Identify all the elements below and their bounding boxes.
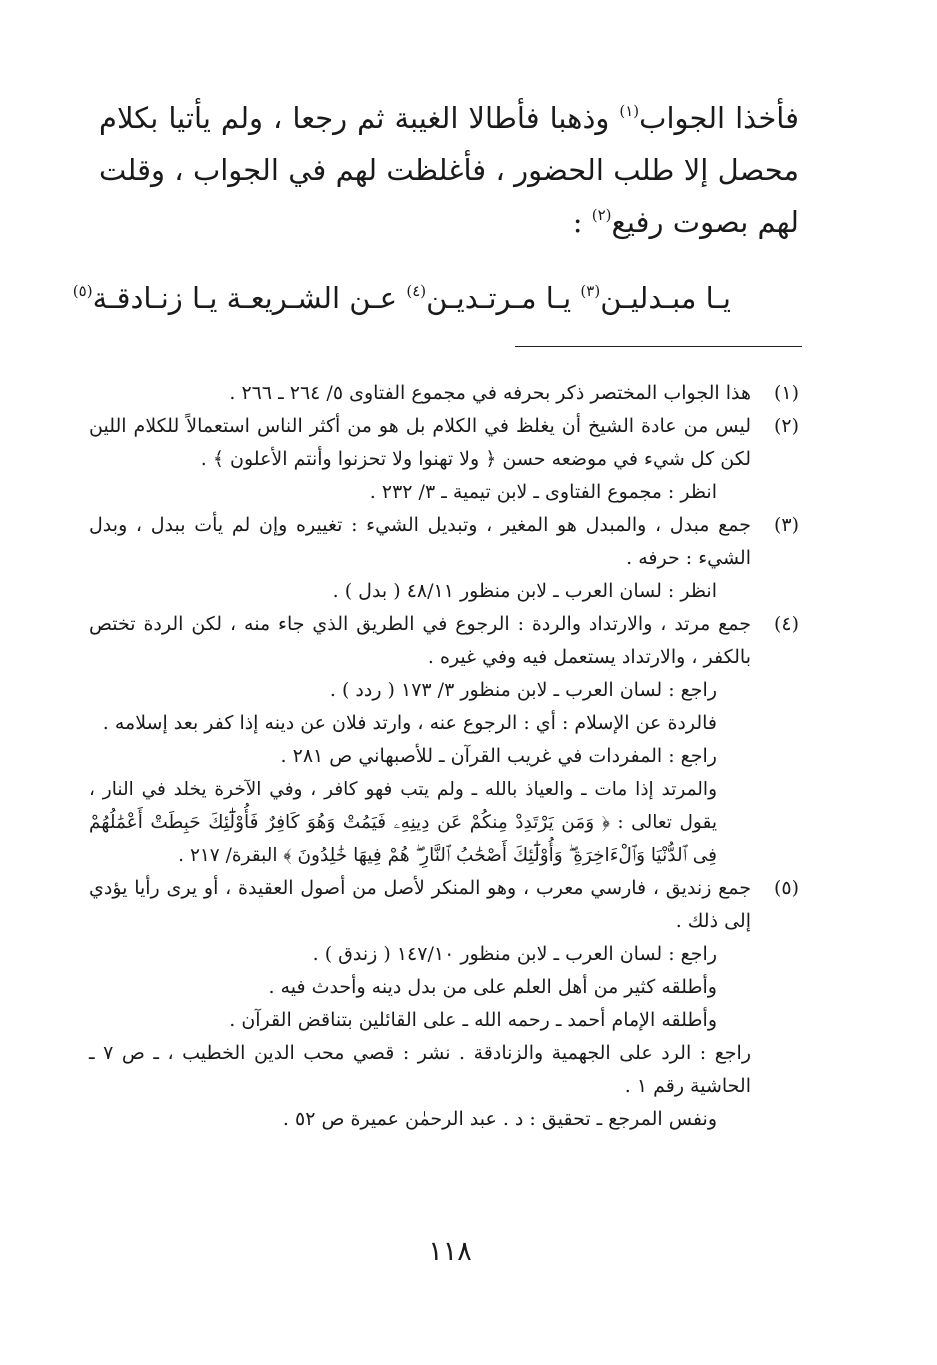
- footnote-line: جمع زنديق ، فارسي معرب ، وهو المنكر لأصل من أصول العقيدة ، أو يرى رأيا يؤدي إلى ذلك .: [89, 877, 751, 932]
- footnote-divider: [515, 346, 802, 347]
- verse-part: يـا مبـدليـن: [600, 281, 731, 315]
- footnote-reference: ونفس المرجع ـ تحقيق : د . عبد الرحمٰن عميرة ص ٥٢ .: [282, 1108, 717, 1130]
- main-text-part: :: [572, 205, 592, 239]
- footnote-reference: راجع : لسان العرب ـ لابن منظور ٣/ ١٧٣ ( ردد ) .: [329, 679, 717, 701]
- footnote-marker-5: (٥): [72, 282, 93, 300]
- main-paragraph-text: [99, 92, 799, 248]
- verse-part: عـن الشـريعـة يـا زنـادقـة: [92, 281, 407, 315]
- main-text-part: وذهبا فأطالا الغيبة ثم رجعا ، ولم يأتيا بكلام محصل إلا طلب الحضور ، فأغلظت لهم في الجواب ، وقلت لهم بصوت رفيع: [99, 101, 799, 239]
- footnotes-section: [89, 377, 799, 1136]
- footnote-body: [89, 608, 751, 872]
- poetry-verse: [72, 272, 731, 324]
- footnote-number: (٥): [773, 877, 799, 899]
- footnote-body: [89, 872, 751, 1136]
- footnote-body: [89, 410, 751, 509]
- footnote-marker-3: (٣): [580, 282, 601, 300]
- footnote-number: (١): [773, 382, 799, 404]
- footnote-line: ليس من عادة الشيخ أن يغلظ في الكلام بل هو من أكثر الناس استعمالاً للكلام اللين لكن كل شيء في موضعه حسن ﴿ ولا تهنوا ولا تحزنوا وأنتم الأعلون ﴾ .: [89, 415, 751, 470]
- footnote-body: [89, 509, 751, 608]
- footnote-quran-citation: والمرتد إذا مات ـ والعياذ بالله ـ ولم يتب فهو كافر ، وفي الآخرة يخلد في النار ، يقول تعالى : ﴿ وَمَن يَرْتَدِدْ مِنكُمْ عَن دِينِهِۦ فَيَمُتْ وَهُوَ كَافِرٌ فَأُوْلَٰٓئِكَ حَبِطَتْ أَعْمَٰلُهُمْ فِى ٱلدُّنْيَا وَٱلْءَاخِرَةِ ۖ وَأُوْلَٰٓئِكَ أَصْحَٰبُ ٱلنَّارِ ۖ هُمْ فِيهَا خَٰلِدُونَ ﴾ البقرة/ ٢١٧ .: [89, 779, 717, 866]
- footnote-1: [89, 377, 799, 410]
- footnote-line: جمع مرتد ، والارتداد والردة : الرجوع في الطريق الذي جاء منه ، لكن الردة تختص بالكفر ، والارتداد يستعمل فيه وفي غيره .: [89, 613, 751, 668]
- footnote-reference: راجع : الرد على الجهمية والزنادقة . نشر : قصي محب الدين الخطيب ، ـ ص ٧ ـ الحاشية رقم ١ .: [89, 1042, 752, 1097]
- footnote-5: [89, 872, 799, 1136]
- footnote-marker-2: (٢): [591, 206, 612, 224]
- verse-part: يـا مـرتـديـن: [426, 281, 581, 315]
- footnote-body: [89, 377, 751, 410]
- footnote-2: [89, 410, 799, 509]
- footnote-marker-1: (١): [619, 102, 640, 120]
- footnote-3: [89, 509, 799, 608]
- footnote-reference: راجع : المفردات في غريب القرآن ـ للأصبهاني ص ٢٨١ .: [280, 745, 717, 767]
- footnote-line: وأطلقه الإمام أحمد ـ رحمه الله ـ على القائلين بتناقض القرآن .: [229, 1009, 717, 1031]
- footnote-line: فالردة عن الإسلام : أي : الرجوع عنه ، وارتد فلان عن دينه إذا كفر بعد إسلامه .: [102, 712, 717, 734]
- footnote-line: هذا الجواب المختصر ذكر بحرفه في مجموع الفتاوى ٥/ ٢٦٤ ـ ٢٦٦ .: [229, 382, 751, 404]
- page-number: ١١٨: [428, 1236, 472, 1267]
- footnote-line: وأطلقه كثير من أهل العلم على من بدل دينه وأحدث فيه .: [268, 976, 717, 998]
- footnote-line: جمع مبدل ، والمبدل هو المغير ، وتبديل الشيء : تغييره وإن لم يأت ببدل ، وبدل الشيء : حرفه .: [89, 514, 751, 569]
- footnote-reference: انظر : لسان العرب ـ لابن منظور ٤٨/١١ ( بدل ) .: [332, 580, 717, 602]
- main-paragraph: [99, 92, 799, 248]
- footnote-marker-4: (٤): [406, 282, 427, 300]
- main-text-part: فأخذا الجواب: [639, 101, 800, 135]
- footnote-4: [89, 608, 799, 872]
- footnote-number: (٤): [773, 613, 799, 635]
- footnote-number: (٣): [773, 514, 799, 536]
- footnote-reference: راجع : لسان العرب ـ لابن منظور ١٤٧/١٠ ( زندق ) .: [312, 943, 717, 965]
- footnote-number: (٢): [773, 415, 799, 437]
- footnote-reference: انظر : مجموع الفتاوى ـ لابن تيمية ـ ٣/ ٢٣٢ .: [369, 481, 717, 503]
